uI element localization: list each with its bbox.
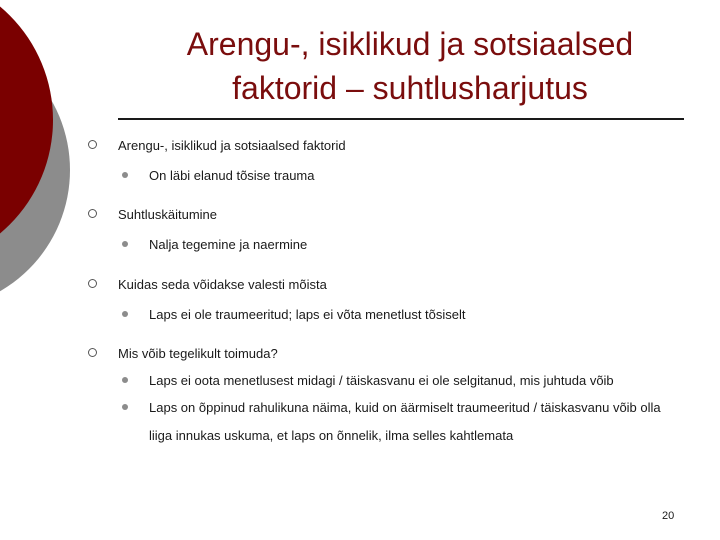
filled-dot-bullet-icon <box>122 311 128 317</box>
title-line-1: Arengu-, isiklikud ja sotsiaalsed <box>186 26 634 62</box>
hollow-circle-bullet-icon <box>88 140 97 149</box>
sub-bullet-text: Laps on õppinud rahulikuna näima, kuid on äärmiselt traumeeritud / täiskasvanu võib olla <box>149 400 661 415</box>
bullet-text: Kuidas seda võidakse valesti mõista <box>118 277 327 292</box>
hollow-circle-bullet-icon <box>88 209 97 218</box>
hollow-circle-bullet-icon <box>88 279 97 288</box>
sub-bullet-continuation <box>149 428 513 443</box>
title-divider <box>118 118 684 120</box>
sub-bullet-text: Nalja tegemine ja naermine <box>149 237 308 252</box>
bullet-text: Arengu-, isiklikud ja sotsiaalsed faktorid <box>118 138 346 153</box>
title-line-2: faktorid – suhtlusharjutus <box>232 70 588 106</box>
bullet-text: Mis võib tegelikult toimuda? <box>118 346 278 361</box>
hollow-circle-bullet-icon <box>88 348 97 357</box>
sub-bullet-text: Laps ei ole traumeeritud; laps ei võta menetlust tõsiselt <box>149 307 466 322</box>
filled-dot-bullet-icon <box>122 241 128 247</box>
sub-bullet-text: liiga innukas uskuma, et laps on õnnelik, ilma selles kahtlemata <box>149 428 514 443</box>
page-number: 20 <box>662 510 675 522</box>
filled-dot-bullet-icon <box>122 172 128 178</box>
slide-title <box>130 22 690 110</box>
sub-bullet-text: Laps ei oota menetlusest midagi / täiskasvanu ei ole selgitanud, mis juhtuda võib <box>149 373 614 388</box>
decorative-circles <box>0 0 130 300</box>
filled-dot-bullet-icon <box>122 404 128 410</box>
filled-dot-bullet-icon <box>122 377 128 383</box>
bullet-text: Suhtluskäitumine <box>118 207 217 222</box>
sub-bullet-text: On läbi elanud tõsise trauma <box>149 168 315 183</box>
